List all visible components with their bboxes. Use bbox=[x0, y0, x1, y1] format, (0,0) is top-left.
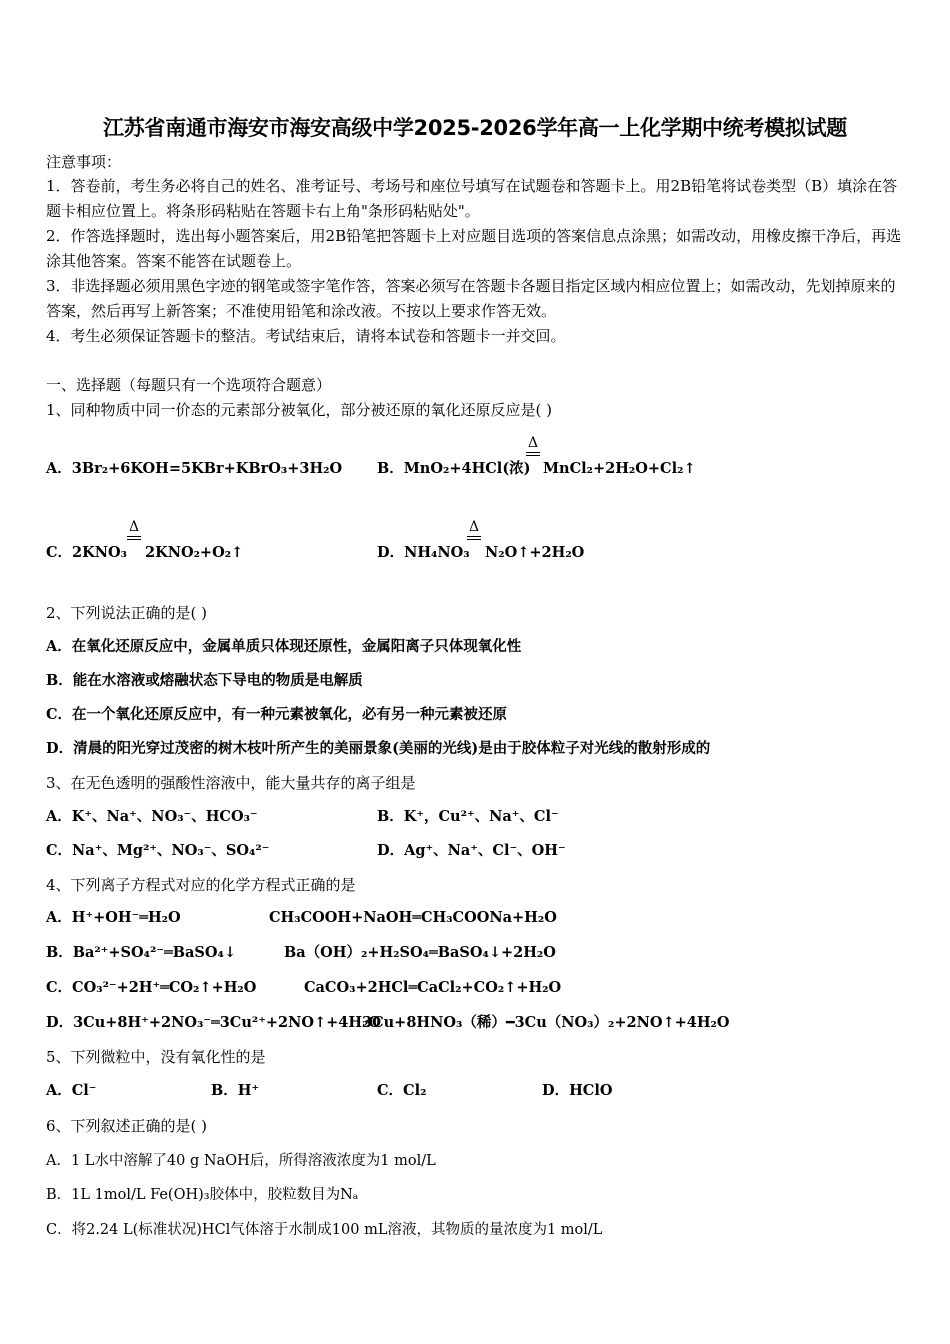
notice-item-2: 2．作答选择题时，选出每小题答案后，用2B铅笔把答题卡上对应题目选项的答案信息点涂黑；如需改动，用橡皮擦干净后，再选涂其他答案。答案不能答在试题卷上。 bbox=[46, 227, 902, 270]
heat-condition-icon: Δ bbox=[124, 520, 144, 540]
question-3-option-a: A．K⁺、Na⁺、NO₃⁻、HCO₃⁻ bbox=[46, 808, 258, 825]
notice-item-4: 4．考生必须保证答题卡的整洁。考试结束后，请将本试卷和答题卡一并交回。 bbox=[46, 327, 566, 345]
question-4-option-d-ionic: D．3Cu+8H⁺+2NO₃⁻═3Cu²⁺+2NO↑+4H₂O bbox=[46, 1014, 382, 1031]
question-5-option-b: B．H⁺ bbox=[211, 1082, 260, 1099]
heat-condition-icon: Δ bbox=[464, 520, 484, 540]
question-2-stem: 2、下列说法正确的是( ) bbox=[46, 604, 208, 622]
question-4-option-a-equation: CH₃COOH+NaOH═CH₃COONa+H₂O bbox=[269, 909, 557, 926]
question-3-stem: 3、在无色透明的强酸性溶液中，能大量共存的离子组是 bbox=[46, 774, 416, 792]
question-1-stem: 1、同种物质中同一价态的元素部分被氧化，部分被还原的氧化还原反应是( ) bbox=[46, 401, 553, 419]
question-2-option-c: C．在一个氧化还原反应中，有一种元素被氧化，必有另一种元素被还原 bbox=[46, 706, 508, 723]
question-4-option-a-ionic: A．H⁺+OH⁻═H₂O bbox=[46, 909, 181, 926]
question-4-stem: 4、下列离子方程式对应的化学方程式正确的是 bbox=[46, 876, 356, 894]
question-4-option-c-equation: CaCO₃+2HCl═CaCl₂+CO₂↑+H₂O bbox=[304, 979, 562, 996]
question-1-option-c-right: 2KNO₂+O₂↑ bbox=[145, 544, 244, 561]
question-3-option-c: C．Na⁺、Mg²⁺、NO₃⁻、SO₄²⁻ bbox=[46, 842, 270, 859]
question-6-option-a: A．1 L水中溶解了40 g NaOH后，所得溶液浓度为1 mol/L bbox=[46, 1153, 436, 1169]
question-1-option-b-left: B．MnO₂+4HCl(浓) bbox=[377, 460, 531, 477]
question-4-option-c-ionic: C．CO₃²⁻+2H⁺═CO₂↑+H₂O bbox=[46, 979, 257, 996]
question-5-option-c: C．Cl₂ bbox=[377, 1082, 427, 1099]
question-1-option-b-right: MnCl₂+2H₂O+Cl₂↑ bbox=[543, 460, 696, 477]
notice-heading: 注意事项： bbox=[46, 153, 122, 171]
question-4-option-b-ionic: B．Ba²⁺+SO₄²⁻═BaSO₄↓ bbox=[46, 944, 237, 961]
question-1-option-d-right: N₂O↑+2H₂O bbox=[485, 544, 585, 561]
question-4-option-d-equation: 3Cu+8HNO₃（稀）━3Cu（NO₃）₂+2NO↑+4H₂O bbox=[362, 1014, 730, 1031]
question-5-stem: 5、下列微粒中，没有氧化性的是 bbox=[46, 1048, 266, 1066]
question-4-option-b-equation: Ba（OH）₂+H₂SO₄═BaSO₄↓+2H₂O bbox=[284, 944, 556, 961]
question-3-option-d: D．Ag⁺、Na⁺、Cl⁻、OH⁻ bbox=[377, 842, 566, 859]
question-6-option-b: B．1L 1mol/L Fe(OH)₃胶体中，胶粒数目为Nₐ bbox=[46, 1187, 359, 1203]
question-2-option-b: B．能在水溶液或熔融状态下导电的物质是电解质 bbox=[46, 672, 363, 689]
notice-item-3: 3．非选择题必须用黑色字迹的钢笔或签字笔作答，答案必须写在答题卡各题目指定区域内相应位置上；如需改动，先划掉原来的答案，然后再写上新答案；不准使用铅笔和涂改液。不按以上要求作答无效。 bbox=[46, 277, 896, 320]
question-1-option-a: A．3Br₂+6KOH=5KBr+KBrO₃+3H₂O bbox=[46, 460, 343, 477]
page-title: 江苏省南通市海安市海安高级中学2025-2026学年高一上化学期中统考模拟试题 bbox=[103, 116, 847, 140]
question-5-option-d: D．HClO bbox=[542, 1082, 613, 1099]
question-2-option-d: D．清晨的阳光穿过茂密的树木枝叶所产生的美丽景象(美丽的光线)是由于胶体粒子对光线的散射形成的 bbox=[46, 740, 711, 757]
question-6-option-c: C．将2.24 L(标准状况)HCl气体溶于水制成100 mL溶液，其物质的量浓度为1 mol/L bbox=[46, 1222, 603, 1238]
section-heading: 一、选择题（每题只有一个选项符合题意） bbox=[46, 376, 332, 394]
question-1-option-c-left: C．2KNO₃ bbox=[46, 544, 127, 561]
question-3-option-b: B．K⁺，Cu²⁺、Na⁺、Cl⁻ bbox=[377, 808, 559, 825]
question-6-stem: 6、下列叙述正确的是( ) bbox=[46, 1117, 208, 1135]
question-2-option-a: A．在氧化还原反应中，金属单质只体现还原性，金属阳离子只体现氧化性 bbox=[46, 638, 522, 655]
notice-item-1: 1．答卷前，考生务必将自己的姓名、准考证号、考场号和座位号填写在试题卷和答题卡上。用2B铅笔将试卷类型（B）填涂在答题卡相应位置上。将条形码粘贴在答题卡右上角"条形码粘贴处"。 bbox=[46, 177, 898, 220]
question-1-option-d-left: D．NH₄NO₃ bbox=[377, 544, 470, 561]
question-5-option-a: A．Cl⁻ bbox=[46, 1082, 97, 1099]
heat-condition-icon: Δ bbox=[523, 436, 543, 456]
